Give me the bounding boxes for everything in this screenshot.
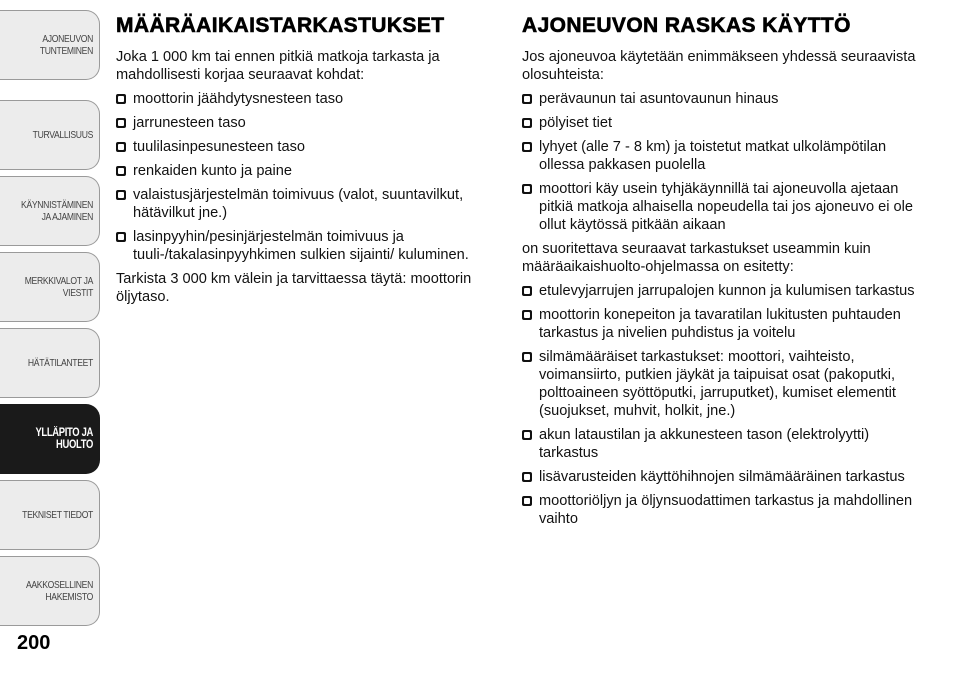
section-maaraaikaistarkastukset <box>116 14 501 312</box>
tab-hatatilanteet[interactable] <box>0 328 100 398</box>
tab-tekniset-tiedot[interactable] <box>0 480 100 550</box>
tab-label: AJONEUVON TUNTEMINEN <box>39 33 93 57</box>
tab-turvallisuus[interactable] <box>0 100 100 170</box>
section-middle: on suoritettava seuraavat tarkastukset useammin kuin määräaikaishuolto-ohjelmassa on esitetty: <box>522 241 871 275</box>
list-item: perävaunun tai asuntovaunun hinaus <box>522 90 917 108</box>
tab-label: HÄTÄTILANTEET <box>27 357 93 369</box>
section-title: AJONEUVON RASKAS KÄYTTÖ <box>522 14 851 37</box>
list-item: renkaiden kunto ja paine <box>116 162 501 180</box>
list-item: moottori käy usein tyhjäkäynnillä tai ajoneuvolla ajetaan pitkiä matkoja alhaisella nopeudella tai jos ajoneuvo ei ole ollut käytössä pitkään aikaan <box>522 180 917 234</box>
section-intro: Jos ajoneuvoa käytetään enimmäkseen yhdessä seuraavista olosuhteista: <box>522 49 916 83</box>
section-raskas-kaytto <box>522 14 917 534</box>
list-item: moottorin konepeiton ja tavaratilan lukitusten puhtauden tarkastus ja nivelien puhdistus ja voitelu <box>522 306 917 342</box>
checkbox-icon <box>116 94 126 104</box>
checkbox-icon <box>116 118 126 128</box>
list-item: etulevyjarrujen jarrupalojen kunnon ja kulumisen tarkastus <box>522 282 917 300</box>
list-item: akun lataustilan ja akkunesteen tason (elektrolyytti) tarkastus <box>522 426 917 462</box>
list-item: moottoriöljyn ja öljynsuodattimen tarkastus ja mahdollinen vaihto <box>522 492 917 528</box>
tab-ajoneuvon-tunteminen[interactable] <box>0 10 100 80</box>
list-item: moottorin jäähdytysnesteen taso <box>116 90 501 108</box>
chapter-sidebar <box>0 0 100 678</box>
tab-label: YLLÄPITO JA HUOLTO <box>35 427 93 451</box>
page-number: 200 <box>17 632 51 654</box>
tab-aakkosellinen-hakemisto[interactable] <box>0 556 100 626</box>
checkbox-icon <box>522 184 532 194</box>
list-item: valaistusjärjestelmän toimivuus (valot, suuntavilkut, hätävilkut jne.) <box>116 186 501 222</box>
checkbox-icon <box>522 310 532 320</box>
list-item: silmämääräiset tarkastukset: moottori, vaihteisto, voimansiirto, putkien jäykät ja taipuisat osat (pakoputki, polttoaineen syöttöputki, jarruputket), kumiset elementit (suojukset, muhvit, holkit, jne.) <box>522 348 917 420</box>
list-item: pölyiset tiet <box>522 114 917 132</box>
checkbox-icon <box>116 142 126 152</box>
conditions-list <box>522 90 917 234</box>
list-item: lisävarusteiden käyttöhihnojen silmämääräinen tarkastus <box>522 468 917 486</box>
section-intro: Joka 1 000 km tai ennen pitkiä matkoja tarkasta ja mahdollisesti korjaa seuraavat kohdat: <box>116 49 440 83</box>
tab-label: TEKNISET TIEDOT <box>22 509 94 521</box>
tab-yllapito-ja-huolto[interactable] <box>0 404 100 474</box>
checkbox-icon <box>522 286 532 296</box>
checkbox-icon <box>522 118 532 128</box>
checkbox-icon <box>116 232 126 242</box>
checkbox-icon <box>522 496 532 506</box>
list-item: lyhyet (alle 7 - 8 km) ja toistetut matkat ulkolämpötilan ollessa pakkasen puolella <box>522 138 917 174</box>
check-list <box>116 90 501 264</box>
section-outro: Tarkista 3 000 km välein ja tarvittaessa täytä: moottorin öljytaso. <box>116 271 472 305</box>
tab-kaynnistaminen[interactable] <box>0 176 100 246</box>
tab-label: KÄYNNISTÄMINEN JA AJAMINEN <box>21 199 93 223</box>
tab-label: TURVALLISUUS <box>32 129 93 141</box>
list-item: tuulilasinpesunesteen taso <box>116 138 501 156</box>
section-title: MÄÄRÄAIKAISTARKASTUKSET <box>116 14 445 37</box>
checkbox-icon <box>522 352 532 362</box>
tab-label: MERKKIVALOT JA VIESTIT <box>24 275 93 299</box>
checks-list <box>522 282 917 528</box>
checkbox-icon <box>116 190 126 200</box>
checkbox-icon <box>116 166 126 176</box>
tab-label: AAKKOSELLINEN HAKEMISTO <box>25 579 93 603</box>
checkbox-icon <box>522 94 532 104</box>
checkbox-icon <box>522 142 532 152</box>
checkbox-icon <box>522 472 532 482</box>
checkbox-icon <box>522 430 532 440</box>
list-item: lasinpyyhin/pesinjärjestelmän toimivuus ja tuuli-/takalasinpyyhkimen sulkien sijainti/ kuluminen. <box>116 228 501 264</box>
list-item: jarrunesteen taso <box>116 114 501 132</box>
tab-merkkivalot[interactable] <box>0 252 100 322</box>
